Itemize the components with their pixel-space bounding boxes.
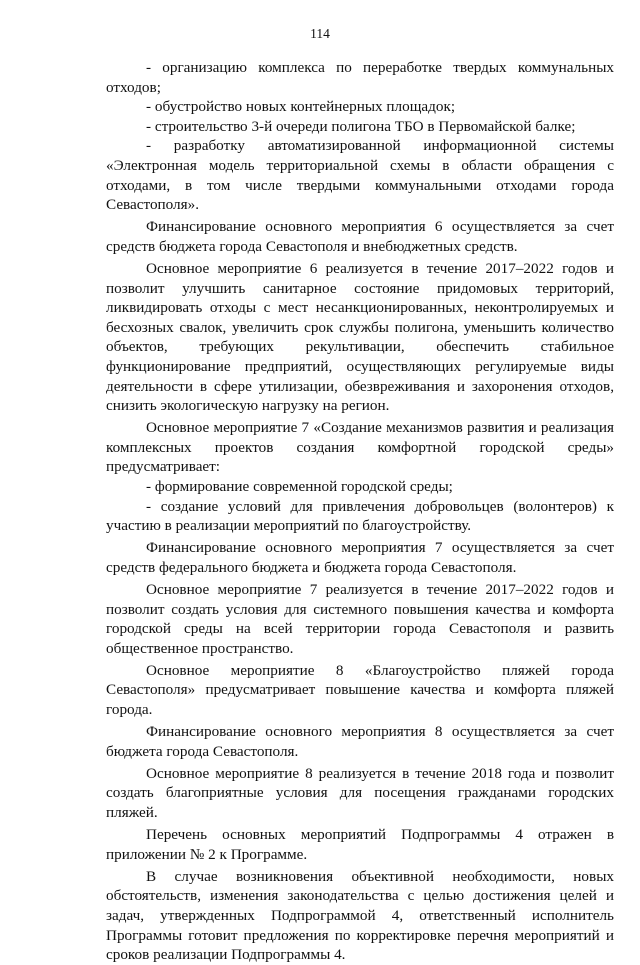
paragraph: - организацию комплекса по переработке твердых коммунальных отходов; xyxy=(106,59,614,96)
paragraph: В случае возникновения объективной необходимости, новых обстоятельств, изменения законодательства с целью достижения целей и задач, утвержденных Подпрограммой 4, ответственный исполнитель Программы готовит предложения по корректировке перечня мероприятий и сроков реализации Подпрограммы 4. xyxy=(106,867,614,964)
document-body xyxy=(106,58,614,965)
paragraph: Основное мероприятие 8 реализуется в течение 2018 года и позволит создать благоприятные условия для посещения гражданами городских пляжей. xyxy=(106,764,614,821)
paragraph: - обустройство новых контейнерных площадок; xyxy=(146,98,456,116)
paragraph: Финансирование основного мероприятия 8 осуществляется за счет бюджета города Севастополя. xyxy=(106,723,614,760)
paragraph: Финансирование основного мероприятия 6 осуществляется за счет средств бюджета города Севастополя и внебюджетных средств. xyxy=(106,218,614,255)
paragraph: - создание условий для привлечения добровольцев (волонтеров) к участию в реализации мероприятий по благоустройству. xyxy=(106,497,614,535)
paragraph: Основное мероприятие 8 «Благоустройство пляжей города Севастополя» предусматривает повышение качества и комфорта пляжей города. xyxy=(106,661,614,718)
paragraph: Основное мероприятие 7 реализуется в течение 2017–2022 годов и позволит создать условия для системного повышения качества и комфорта городской среды на всей территории города Севастополя и развить общественное пространство. xyxy=(106,580,614,657)
paragraph: Основное мероприятие 6 реализуется в течение 2017–2022 годов и позволит улучшить санитарное состояние придомовых территорий, ликвидировать отходы с мест несанкционированных, неконтролируемых и бесхозных свалок, увеличить срок службы полигона, уменьшить количество объектов, требующих рекультивации, обеспечить стабильное функционирование предприятий, осуществляющих регулируемые виды деятельности в сфере утилизации, обезвреживания и захоронения отходов, снизить экологическую нагрузку на регион. xyxy=(106,259,614,415)
paragraph: - разработку автоматизированной информационной системы «Электронная модель территориальной схемы в области обращения с отходами, в том числе твердыми коммунальными отходами города Севастополя». xyxy=(106,137,614,214)
paragraph: Основное мероприятие 7 «Создание механизмов развития и реализация комплексных проектов создания комфортной городской среды» предусматривает: xyxy=(106,419,614,476)
paragraph: - формирование современной городской среды; xyxy=(146,477,453,495)
paragraph: Финансирование основного мероприятия 7 осуществляется за счет средств федерального бюджета и бюджета города Севастополя. xyxy=(106,539,614,576)
paragraph: - строительство 3-й очереди полигона ТБО в Первомайской балке; xyxy=(146,117,576,135)
paragraph: Перечень основных мероприятий Подпрограммы 4 отражен в приложении № 2 к Программе. xyxy=(106,826,614,863)
page-number: 114 xyxy=(310,26,330,41)
